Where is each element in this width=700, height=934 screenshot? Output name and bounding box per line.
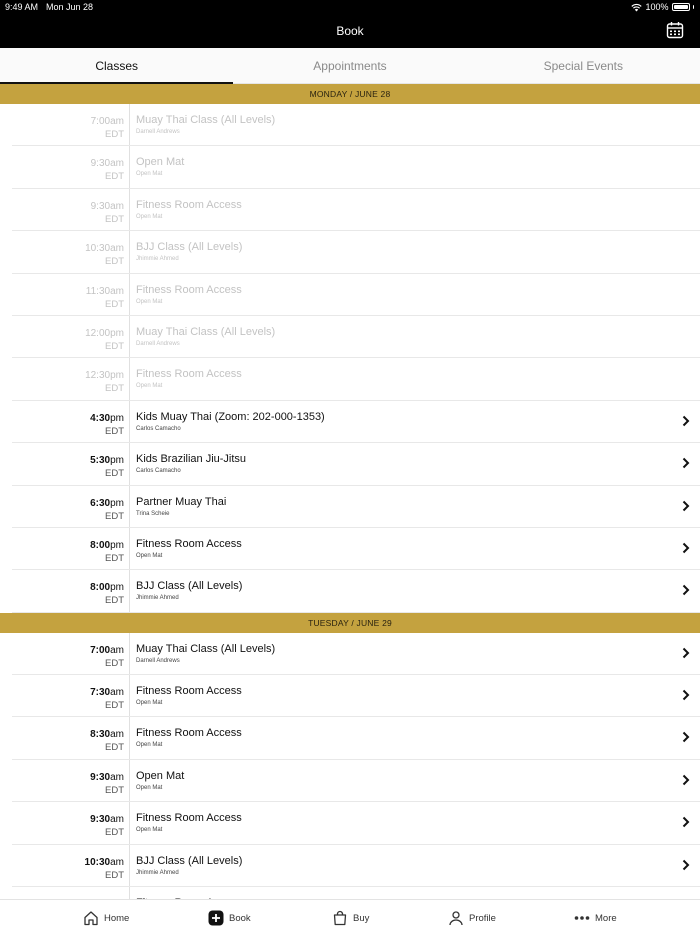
- class-time-value: 6:30: [90, 497, 111, 509]
- class-instructor: Open Mat: [136, 213, 163, 220]
- class-row[interactable]: [12, 528, 700, 570]
- class-time-value: 11:30: [85, 285, 111, 297]
- class-instructor: Carlos Camacho: [136, 468, 181, 475]
- class-time: [90, 645, 124, 656]
- class-instructor: Open Mat: [136, 827, 163, 834]
- class-name: Fitness Room Access: [136, 537, 242, 550]
- class-row[interactable]: [12, 443, 700, 485]
- class-instructor: Open Mat: [136, 784, 163, 791]
- class-time-ampm: am: [110, 856, 124, 868]
- class-time-ampm: am: [110, 729, 124, 741]
- nav-book-label: Book: [229, 912, 251, 924]
- chevron-right-icon[interactable]: [682, 859, 690, 871]
- time-column: [12, 146, 130, 187]
- plus-circle-icon: [208, 910, 224, 926]
- class-row[interactable]: [12, 570, 700, 612]
- class-instructor: Open Mat: [136, 298, 163, 305]
- chevron-right-icon[interactable]: [682, 816, 690, 828]
- class-timezone: EDT: [105, 869, 124, 881]
- class-time-value: 8:00: [90, 582, 111, 594]
- class-timezone: EDT: [105, 510, 124, 522]
- tab-classes[interactable]: Classes: [0, 48, 233, 83]
- person-icon: [448, 910, 464, 926]
- schedule-list[interactable]: [0, 84, 700, 899]
- class-name: Fitness Room Access: [136, 812, 242, 825]
- class-instructor: Jhimmie Ahmed: [136, 256, 179, 263]
- class-time-ampm: am: [110, 200, 124, 212]
- class-time-ampm: pm: [110, 539, 124, 551]
- time-column: [12, 401, 130, 442]
- class-time-ampm: am: [110, 644, 124, 656]
- time-column: [12, 189, 130, 230]
- class-time-ampm: pm: [110, 455, 124, 467]
- time-column: [12, 570, 130, 611]
- nav-buy[interactable]: [332, 908, 369, 928]
- time-column: [12, 717, 130, 758]
- class-time-ampm: pm: [110, 497, 124, 509]
- class-time-ampm: am: [110, 771, 124, 783]
- battery-percent: 100%: [645, 2, 669, 12]
- class-time-value: 10:30: [84, 856, 111, 868]
- class-time-ampm: pm: [110, 370, 124, 382]
- class-timezone: EDT: [105, 784, 124, 796]
- class-name: BJJ Class (All Levels): [136, 854, 243, 867]
- class-time-ampm: pm: [110, 327, 124, 339]
- class-instructor: Open Mat: [136, 171, 163, 178]
- class-time: [90, 455, 124, 466]
- class-time-value: 9:30: [90, 814, 111, 826]
- class-timezone: EDT: [105, 595, 124, 607]
- class-row[interactable]: [12, 845, 700, 887]
- class-time-value: 8:00: [90, 539, 111, 551]
- class-row: [12, 231, 700, 273]
- class-name: Partner Muay Thai: [136, 495, 227, 508]
- class-timezone: EDT: [105, 171, 124, 183]
- time-column: [12, 358, 130, 399]
- class-time: [85, 328, 124, 339]
- class-row: [12, 274, 700, 316]
- class-row[interactable]: [12, 675, 700, 717]
- class-timezone: EDT: [105, 383, 124, 395]
- bottom-nav: [0, 899, 700, 934]
- day-header: TUESDAY / JUNE 29: [0, 613, 700, 633]
- class-row[interactable]: [12, 401, 700, 443]
- class-time: [90, 729, 124, 740]
- nav-profile-label: Profile: [469, 912, 496, 924]
- class-name: BJJ Class (All Levels): [136, 580, 243, 593]
- nav-profile[interactable]: [448, 908, 496, 928]
- class-name: BJJ Class (All Levels): [136, 241, 243, 254]
- class-time: [90, 413, 124, 424]
- class-name: Kids Brazilian Jiu-Jitsu: [136, 453, 247, 466]
- chevron-right-icon[interactable]: [682, 415, 690, 427]
- class-row: [12, 358, 700, 400]
- class-time-value: 10:30: [85, 243, 111, 255]
- class-time-ampm: am: [110, 814, 124, 826]
- class-time-value: 9:30: [90, 158, 111, 170]
- nav-more[interactable]: [574, 908, 617, 928]
- chevron-right-icon[interactable]: [682, 500, 690, 512]
- calendar-icon[interactable]: [666, 21, 684, 39]
- class-instructor: Open Mat: [136, 552, 163, 559]
- class-time-ampm: am: [110, 687, 124, 699]
- status-date: Mon Jun 28: [46, 2, 94, 12]
- class-instructor: Jhimmie Ahmed: [136, 595, 179, 602]
- home-icon: [83, 910, 99, 926]
- class-row[interactable]: [12, 633, 700, 675]
- class-instructor: Darnell Andrews: [136, 657, 180, 664]
- time-column: [12, 486, 130, 527]
- class-instructor: Open Mat: [136, 700, 163, 707]
- class-timezone: EDT: [105, 340, 124, 352]
- chevron-right-icon[interactable]: [682, 542, 690, 554]
- class-time: [85, 243, 124, 254]
- class-time: [85, 370, 124, 381]
- class-instructor: Darnell Andrews: [136, 340, 180, 347]
- nav-more-label: More: [595, 912, 617, 924]
- class-time-value: 8:30: [90, 729, 111, 741]
- class-timezone: EDT: [105, 827, 124, 839]
- time-column: [12, 274, 130, 315]
- chevron-right-icon[interactable]: [682, 689, 690, 701]
- class-instructor: Darnell Andrews: [136, 129, 180, 135]
- class-time-ampm: pm: [110, 412, 124, 424]
- class-time: [91, 158, 124, 169]
- class-time: [91, 201, 124, 212]
- class-time-ampm: am: [110, 285, 124, 297]
- class-instructor: Carlos Camacho: [136, 425, 181, 432]
- class-instructor: Trina Scheie: [136, 510, 170, 517]
- class-time: [86, 286, 124, 297]
- class-instructor: Jhimmie Ahmed: [136, 869, 179, 876]
- chevron-right-icon[interactable]: [682, 584, 690, 596]
- time-column: [12, 316, 130, 357]
- top-bar: [0, 0, 700, 48]
- class-name: Muay Thai Class (All Levels): [136, 325, 276, 338]
- class-time-value: 12:00: [85, 327, 111, 339]
- nav-home-label: Home: [104, 912, 130, 924]
- class-name: Muay Thai Class (All Levels): [136, 642, 276, 655]
- class-time-ampm: am: [110, 158, 124, 170]
- class-time-value: 5:30: [90, 455, 111, 467]
- chevron-right-icon[interactable]: [682, 731, 690, 743]
- class-row: [12, 189, 700, 231]
- class-time-value: 7:00: [90, 116, 111, 127]
- class-row[interactable]: [12, 802, 700, 844]
- class-timezone: EDT: [105, 298, 124, 310]
- more-dots-icon: [574, 910, 590, 926]
- nav-buy-label: Buy: [353, 912, 370, 924]
- class-time: [90, 582, 124, 593]
- time-column: [12, 760, 130, 801]
- class-timezone: EDT: [105, 468, 124, 480]
- time-column: [12, 675, 130, 716]
- class-row[interactable]: [12, 486, 700, 528]
- class-time: [85, 857, 124, 868]
- nav-book[interactable]: [208, 908, 251, 928]
- class-time-value: 7:30: [90, 687, 111, 699]
- battery-tip: [693, 5, 695, 9]
- chevron-right-icon[interactable]: [682, 457, 690, 469]
- class-name: Open Mat: [136, 769, 185, 782]
- class-time: [90, 540, 124, 551]
- class-timezone: EDT: [105, 213, 124, 225]
- time-column: [12, 845, 130, 886]
- time-column: [12, 104, 130, 145]
- tab-appointments[interactable]: Appointments: [313, 59, 387, 73]
- class-timezone: EDT: [105, 657, 124, 669]
- class-name: Fitness Room Access: [136, 368, 242, 381]
- class-row: [12, 104, 700, 146]
- time-column: [12, 887, 130, 899]
- class-time-value: 12:30: [85, 370, 111, 382]
- class-instructor: Open Mat: [136, 742, 163, 749]
- wifi-icon: [631, 3, 642, 12]
- class-time-value: 4:30: [90, 412, 111, 424]
- class-timezone: EDT: [105, 742, 124, 754]
- class-row[interactable]: [12, 760, 700, 802]
- nav-home[interactable]: [83, 908, 129, 928]
- class-time: [90, 687, 124, 698]
- class-name: Fitness Room Access: [136, 727, 242, 740]
- class-row[interactable]: [12, 717, 700, 759]
- class-row: [12, 146, 700, 188]
- class-name: Kids Muay Thai (Zoom: 202-000-1353): [136, 410, 325, 423]
- class-time-ampm: pm: [110, 582, 124, 594]
- class-name: Muay Thai Class (All Levels): [136, 114, 276, 126]
- time-column: [12, 231, 130, 272]
- tab-special-events[interactable]: Special Events: [543, 59, 624, 73]
- class-time-ampm: am: [110, 116, 124, 127]
- page-title: Book: [336, 24, 364, 38]
- class-timezone: EDT: [105, 129, 124, 140]
- class-time: [90, 814, 124, 825]
- chevron-right-icon[interactable]: [682, 647, 690, 659]
- time-column: [12, 633, 130, 674]
- class-timezone: EDT: [105, 552, 124, 564]
- tab-bar: [0, 48, 700, 84]
- class-timezone: EDT: [105, 700, 124, 712]
- status-time: 9:49 AM: [5, 2, 39, 12]
- class-row: [12, 316, 700, 358]
- class-timezone: EDT: [105, 425, 124, 437]
- time-column: [12, 528, 130, 569]
- class-time-ampm: am: [110, 243, 124, 255]
- class-instructor: Open Mat: [136, 383, 163, 390]
- class-time: [90, 498, 124, 509]
- class-timezone: EDT: [105, 256, 124, 268]
- chevron-right-icon[interactable]: [682, 774, 690, 786]
- class-time: [91, 116, 124, 127]
- class-name: Fitness Room Access: [136, 685, 242, 698]
- time-column: [12, 443, 130, 484]
- battery-icon: [672, 3, 690, 11]
- class-name: Fitness Room Access: [136, 198, 242, 211]
- class-time-value: 9:30: [90, 771, 111, 783]
- status-right: [631, 2, 694, 12]
- class-name: Open Mat: [136, 156, 185, 169]
- status-bar: [0, 0, 700, 14]
- bag-icon: [332, 910, 348, 926]
- class-row[interactable]: [12, 887, 700, 899]
- class-time: [90, 772, 124, 783]
- class-name: Fitness Room Access: [136, 283, 242, 296]
- time-column: [12, 802, 130, 843]
- class-time-value: 7:00: [90, 644, 111, 656]
- class-time-value: 9:30: [90, 200, 111, 212]
- day-header: MONDAY / JUNE 28: [0, 84, 700, 104]
